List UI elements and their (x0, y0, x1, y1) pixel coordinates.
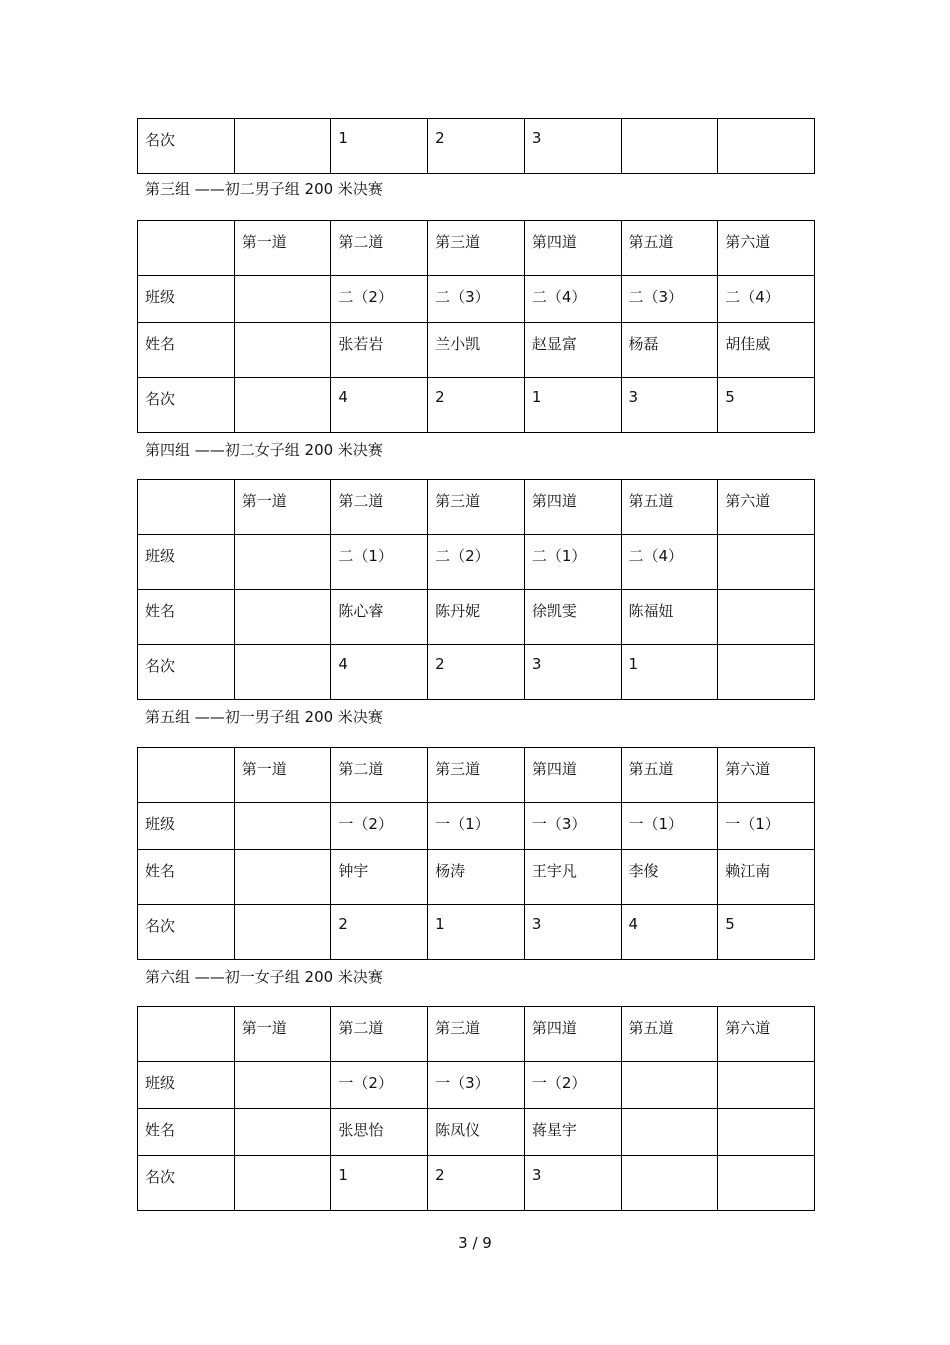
cell: 二（3） (428, 276, 525, 323)
lane-header: 第三道 (428, 748, 525, 803)
cell: 4 (621, 905, 718, 960)
cell (621, 1062, 718, 1109)
lane-header: 第六道 (718, 480, 815, 535)
lane-header: 第二道 (331, 1007, 428, 1062)
cell (718, 645, 815, 700)
lane-header: 第六道 (718, 1007, 815, 1062)
cell: 二（4） (621, 535, 718, 590)
cell: 二（2） (331, 276, 428, 323)
cell: 1 (331, 119, 428, 174)
cell: 二（1） (331, 535, 428, 590)
cell: 1 (524, 378, 621, 433)
lane-header: 第四道 (524, 748, 621, 803)
row-label: 姓名 (138, 1109, 235, 1156)
corner-cell (138, 221, 235, 276)
group-results-table (137, 220, 815, 433)
class-row (138, 1062, 815, 1109)
cell: 二（4） (718, 276, 815, 323)
lane-header: 第五道 (621, 221, 718, 276)
cell: 二（4） (524, 276, 621, 323)
cell: 1 (331, 1156, 428, 1211)
cell: 陈心睿 (331, 590, 428, 645)
row-label: 名次 (138, 645, 235, 700)
cell (621, 1156, 718, 1211)
row-label: 班级 (138, 1062, 235, 1109)
lane-header: 第五道 (621, 480, 718, 535)
corner-cell (138, 480, 235, 535)
lane-header: 第五道 (621, 748, 718, 803)
lane-header: 第二道 (331, 480, 428, 535)
lane-header: 第一道 (234, 480, 331, 535)
group-caption: 第五组 ——初一男子组 200 米决赛 (145, 708, 383, 726)
cell (234, 1156, 331, 1211)
cell: 陈福妞 (621, 590, 718, 645)
corner-cell (138, 748, 235, 803)
cell: 一（2） (331, 803, 428, 850)
page-number: 3 / 9 (458, 1234, 492, 1252)
cell: 一（1） (621, 803, 718, 850)
class-row (138, 803, 815, 850)
cell: 兰小凯 (428, 323, 525, 378)
cell: 胡佳威 (718, 323, 815, 378)
cell: 二（1） (524, 535, 621, 590)
cell: 一（3） (524, 803, 621, 850)
cell: 一（2） (524, 1062, 621, 1109)
class-row (138, 276, 815, 323)
cell (621, 1109, 718, 1156)
lane-header: 第六道 (718, 221, 815, 276)
cell (234, 378, 331, 433)
name-row (138, 1109, 815, 1156)
cell (718, 1156, 815, 1211)
cell: 二（3） (621, 276, 718, 323)
cell (234, 1109, 331, 1156)
lane-header: 第一道 (234, 748, 331, 803)
cell: 2 (428, 119, 525, 174)
cell (621, 119, 718, 174)
group-results-table (137, 747, 815, 960)
cell: 5 (718, 905, 815, 960)
cell: 3 (524, 1156, 621, 1211)
row-label: 名次 (138, 1156, 235, 1211)
cell: 蒋星宇 (524, 1109, 621, 1156)
cell (718, 119, 815, 174)
cell: 1 (621, 645, 718, 700)
cell (234, 1062, 331, 1109)
lane-header: 第五道 (621, 1007, 718, 1062)
group-caption: 第六组 ——初一女子组 200 米决赛 (145, 968, 383, 986)
name-row (138, 850, 815, 905)
lane-header: 第二道 (331, 748, 428, 803)
lane-header: 第一道 (234, 221, 331, 276)
cell (718, 535, 815, 590)
group-results-table (137, 479, 815, 700)
cell: 2 (331, 905, 428, 960)
cell: 2 (428, 645, 525, 700)
cell (718, 590, 815, 645)
cell: 杨涛 (428, 850, 525, 905)
corner-cell (138, 1007, 235, 1062)
cell: 2 (428, 1156, 525, 1211)
rank-row (138, 378, 815, 433)
cell (234, 276, 331, 323)
cell: 李俊 (621, 850, 718, 905)
cell: 3 (524, 905, 621, 960)
lane-header-row (138, 480, 815, 535)
lane-header-row (138, 748, 815, 803)
cell: 陈凤仪 (428, 1109, 525, 1156)
cell (234, 803, 331, 850)
rank-row (138, 1156, 815, 1211)
cell: 杨磊 (621, 323, 718, 378)
lane-header: 第四道 (524, 221, 621, 276)
class-row (138, 535, 815, 590)
cell: 2 (428, 378, 525, 433)
cell: 1 (428, 905, 525, 960)
cell: 一（1） (428, 803, 525, 850)
name-row (138, 323, 815, 378)
cell: 赵显富 (524, 323, 621, 378)
name-row (138, 590, 815, 645)
row-label: 姓名 (138, 590, 235, 645)
cell: 5 (718, 378, 815, 433)
cell: 赖江南 (718, 850, 815, 905)
lane-header: 第一道 (234, 1007, 331, 1062)
cell: 4 (331, 378, 428, 433)
group-results-table (137, 1006, 815, 1211)
lane-header-row (138, 221, 815, 276)
row-label: 名次 (138, 905, 235, 960)
lane-header: 第四道 (524, 1007, 621, 1062)
lane-header: 第四道 (524, 480, 621, 535)
cell (234, 323, 331, 378)
cell: 3 (621, 378, 718, 433)
lane-header-row (138, 1007, 815, 1062)
row-label: 班级 (138, 803, 235, 850)
lane-header: 第三道 (428, 480, 525, 535)
cell: 陈丹妮 (428, 590, 525, 645)
cell: 张若岩 (331, 323, 428, 378)
row-label: 姓名 (138, 850, 235, 905)
cell: 二（2） (428, 535, 525, 590)
cell: 王宇凡 (524, 850, 621, 905)
group-caption: 第四组 ——初二女子组 200 米决赛 (145, 441, 383, 459)
rank-row (138, 645, 815, 700)
cell: 徐凯雯 (524, 590, 621, 645)
cell (718, 1062, 815, 1109)
cell (234, 850, 331, 905)
cell: 一（3） (428, 1062, 525, 1109)
cell: 3 (524, 119, 621, 174)
cell: 4 (331, 645, 428, 700)
lane-header: 第二道 (331, 221, 428, 276)
row-label: 班级 (138, 276, 235, 323)
lane-header: 第三道 (428, 221, 525, 276)
cell (234, 645, 331, 700)
lane-header: 第六道 (718, 748, 815, 803)
partial-results-table (137, 118, 815, 174)
lane-header: 第三道 (428, 1007, 525, 1062)
cell (234, 535, 331, 590)
cell (234, 905, 331, 960)
cell: 一（2） (331, 1062, 428, 1109)
cell: 3 (524, 645, 621, 700)
row-label: 名次 (138, 378, 235, 433)
cell: 一（1） (718, 803, 815, 850)
row-label: 班级 (138, 535, 235, 590)
rank-row (138, 119, 815, 174)
cell: 张思怡 (331, 1109, 428, 1156)
group-caption: 第三组 ——初二男子组 200 米决赛 (145, 180, 383, 198)
cell (718, 1109, 815, 1156)
row-label: 姓名 (138, 323, 235, 378)
cell: 钟宇 (331, 850, 428, 905)
row-label: 名次 (138, 119, 235, 174)
cell (234, 119, 331, 174)
cell (234, 590, 331, 645)
rank-row (138, 905, 815, 960)
